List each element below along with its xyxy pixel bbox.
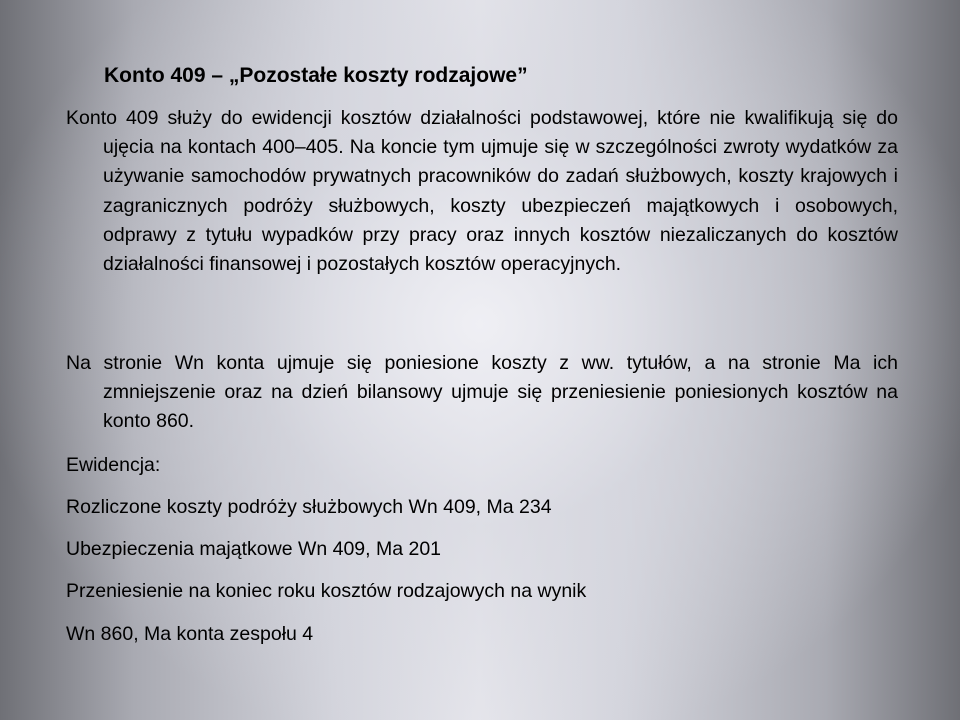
paragraph-description: Konto 409 służy do ewidencji kosztów działalności podstawowej, które nie kwalifikują się do ujęcia na kontach 400–405. Na koncie tym ujmuje się w szczególności zwroty wydatków za używanie samochodów prywatnych pracowników do zadań służbowych, koszty krajowych i zagranicznych podróży służbowych, koszty ubezpieczeń majątkowych i osobowych, odprawy z tytułu wypadków przy pracy oraz innych kosztów niezaliczanych do kosztów działalności finansowej i pozostałych kosztów operacyjnych. [66, 107, 898, 276]
ewidencja-label: Ewidencja: [66, 454, 161, 476]
record-line: Rozliczone koszty podróży służbowych Wn 409, Ma 234 [66, 496, 552, 518]
paragraph-wn-ma: Na stronie Wn konta ujmuje się poniesione koszty z ww. tytułów, a na stronie Ma ich zmniejszenie oraz na dzień bilansowy ujmuje się przeniesienie poniesionych kosztów na konto 860. [66, 352, 898, 433]
record-line: Przeniesienie na koniec roku kosztów rodzajowych na wynik [66, 580, 587, 602]
record-line: Wn 860, Ma konta zespołu 4 [66, 623, 314, 645]
record-line: Ubezpieczenia majątkowe Wn 409, Ma 201 [66, 538, 442, 560]
slide-title: Konto 409 – „Pozostałe koszty rodzajowe” [104, 64, 528, 87]
